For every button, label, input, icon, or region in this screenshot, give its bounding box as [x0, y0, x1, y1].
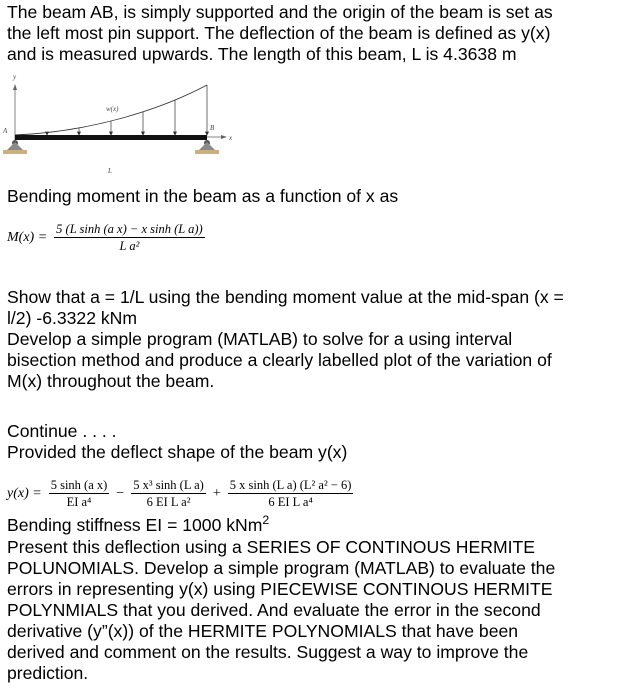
- task2-line-3: errors in representing y(x) using PIECEWISE CONTINOUS HERMITE: [7, 579, 553, 599]
- y-axis-label: y: [13, 73, 17, 81]
- moment-heading: Bending moment in the beam as a function of x as: [7, 186, 399, 206]
- intro-line-2: the left most pin support. The deflection of the beam is defined as y(x): [7, 23, 551, 43]
- continue-label: Continue . . . .: [7, 421, 117, 441]
- deflection-term3-den: 6 EI L a⁴: [268, 495, 313, 509]
- deflection-eq-lhs: y(x) =: [7, 485, 42, 501]
- stiffness-exponent: 2: [262, 513, 270, 528]
- beam: [15, 135, 207, 140]
- deflection-op-plus: +: [212, 485, 221, 501]
- deflection-term2-den: 6 EI L a²: [146, 495, 191, 509]
- x-axis-arrow: [221, 135, 227, 139]
- length-label: L: [108, 167, 112, 175]
- task1-line-2: l/2) -6.3322 kNm: [7, 308, 138, 328]
- deflection-op-minus: −: [116, 485, 125, 501]
- task2-line-4: POLYNMIALS that you derived. And evaluate the error in the second: [7, 600, 541, 620]
- deflection-heading: Provided the deflect shape of the beam y(x): [7, 442, 348, 462]
- task2-line-6: derived and comment on the results. Suggest a way to improve the: [7, 642, 529, 662]
- point-b-label: B: [210, 124, 215, 132]
- moment-eq-denominator: L a²: [119, 239, 140, 253]
- task1-line-4: bisection method and produce a clearly labelled plot of the variation of: [7, 350, 552, 370]
- deflection-equation: [7, 478, 356, 509]
- deflection-term2-num: 5 x³ sinh (L a): [133, 478, 204, 492]
- deflection-term1-den: EI a⁴: [66, 495, 92, 509]
- deflection-term1-num: 5 sinh (a x): [50, 478, 108, 492]
- task2-line-1: Present this deflection using a SERIES OF CONTINOUS HERMITE: [7, 537, 535, 557]
- stiffness-text: Bending stiffness EI = 1000 kNm: [7, 515, 263, 535]
- stiffness-line: [7, 515, 269, 536]
- task2-line-2: POLUNOMIALS. Develop a simple program (MATLAB) to evaluate the: [7, 558, 556, 578]
- task1-line-3: Develop a simple program (MATLAB) to solve for a using interval: [7, 329, 513, 349]
- beam-figure: [0, 70, 240, 180]
- load-label: w(x): [106, 105, 119, 113]
- task2-line-7: prediction.: [7, 663, 89, 683]
- moment-equation: [7, 222, 208, 253]
- point-a-label: A: [3, 127, 8, 135]
- x-axis-label: x: [229, 134, 233, 142]
- left-support: [3, 140, 27, 154]
- moment-eq-lhs: M(x) =: [7, 229, 48, 245]
- y-axis-arrow: [13, 84, 17, 90]
- deflection-term3-num: 5 x sinh (L a) (L² a² − 6): [229, 478, 352, 492]
- right-support: [195, 140, 219, 154]
- intro-line-3: and is measured upwards. The length of this beam, L is 4.3638 m: [7, 44, 517, 64]
- task1-line-5: M(x) throughout the beam.: [7, 371, 215, 391]
- task2-line-5: derivative (y”(x)) of the HERMITE POLYNOMIALS that have been: [7, 621, 519, 641]
- load-arrows: [46, 85, 209, 135]
- task1-line-1: Show that a = 1/L using the bending moment value at the mid-span (x =: [7, 287, 564, 307]
- moment-eq-numerator: 5 (L sinh (a x) − x sinh (L a)): [56, 222, 203, 236]
- intro-line-1: The beam AB, is simply supported and the origin of the beam is set as: [7, 2, 553, 22]
